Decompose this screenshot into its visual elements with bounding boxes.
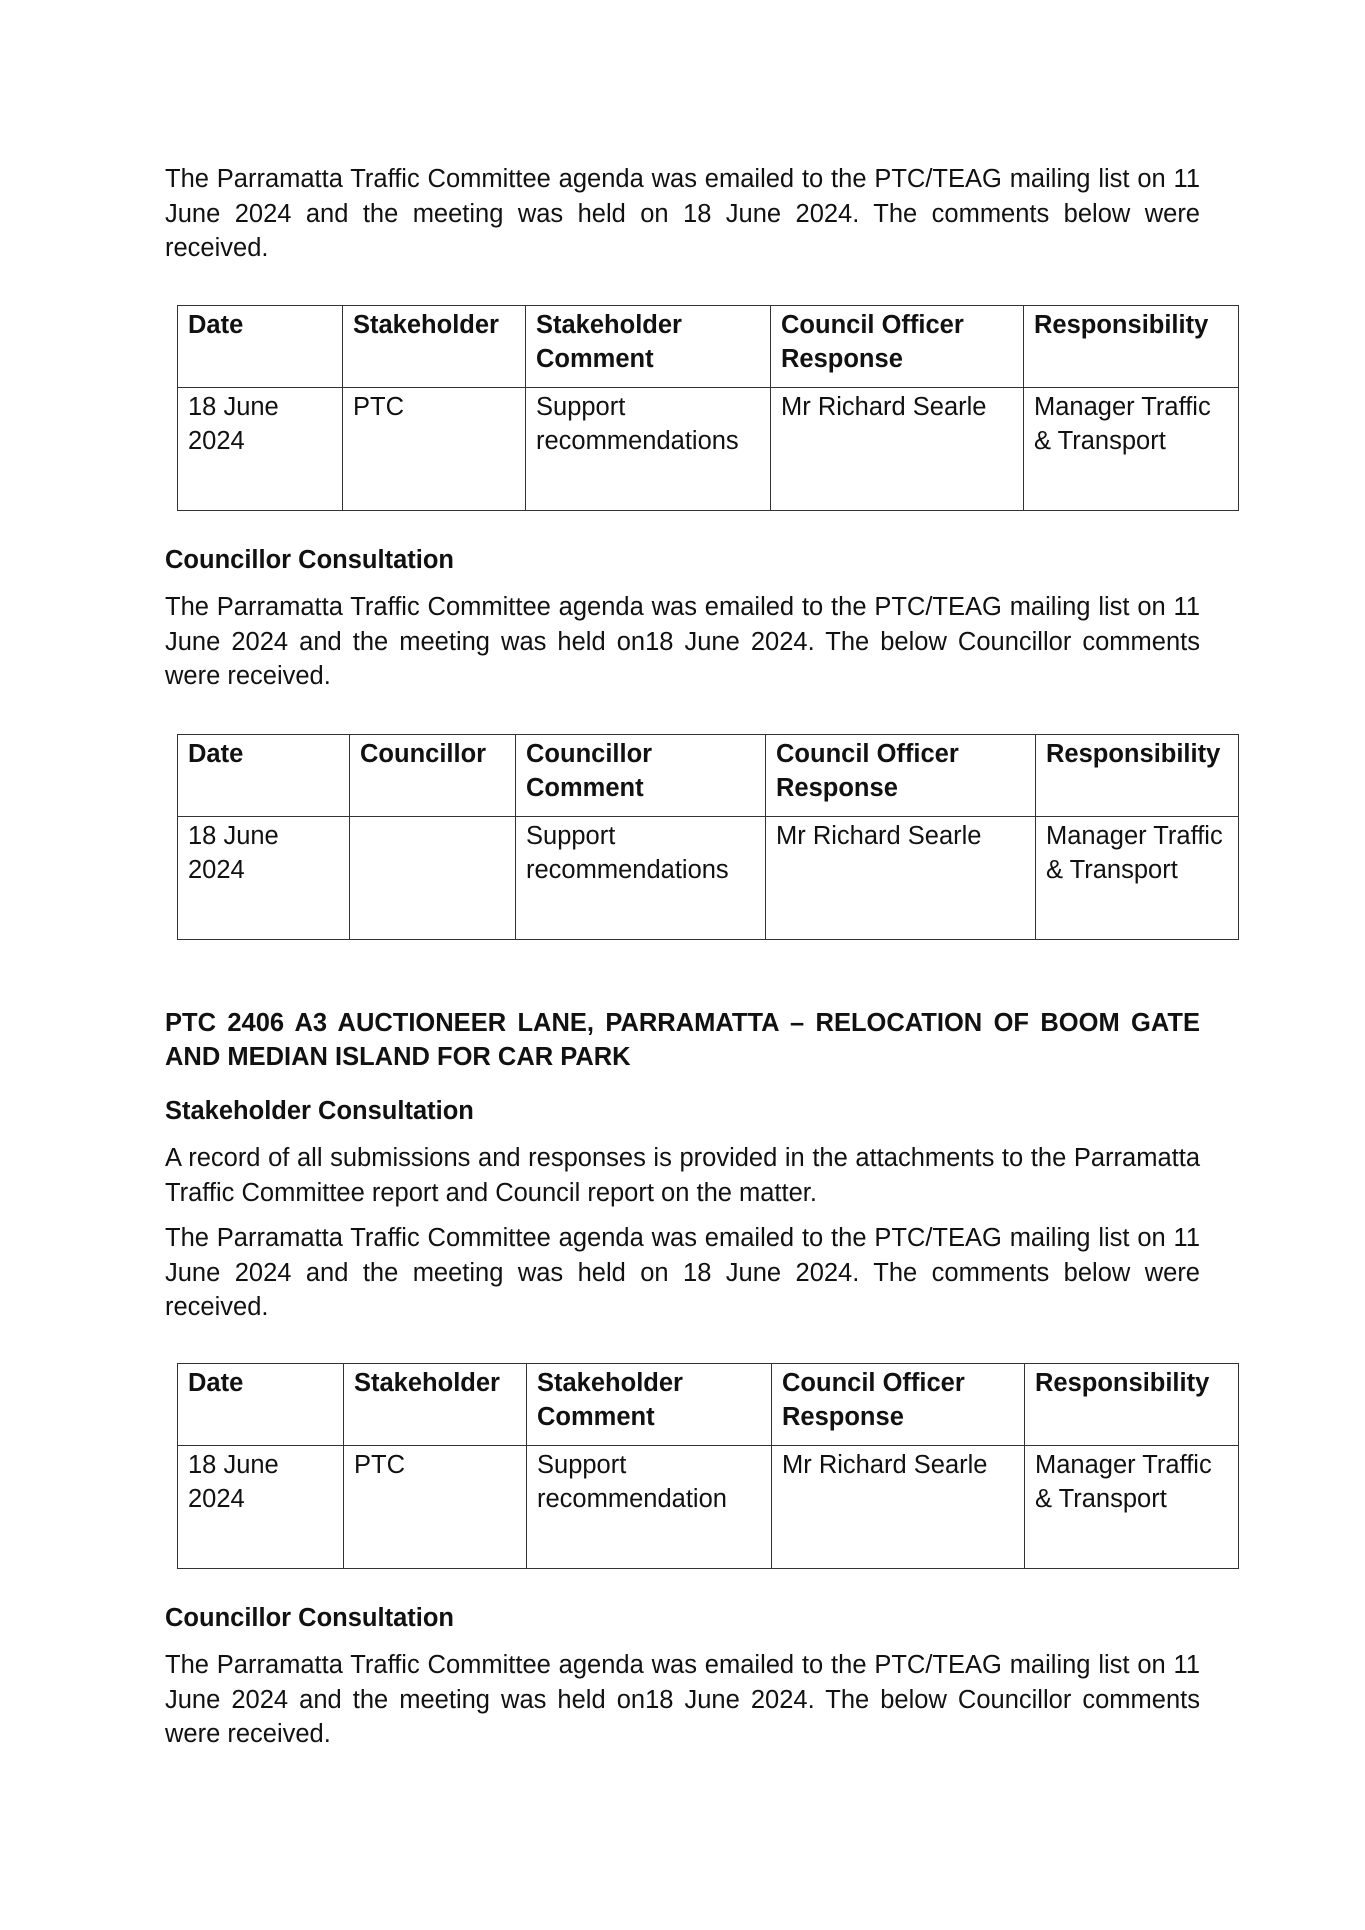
intro-paragraph: The Parramatta Traffic Committee agenda was emailed to the PTC/TEAG mailing list on 11 June 2024 and the meeting was held on 18 June 2024. The comments below were received. xyxy=(165,1224,1200,1321)
document-page xyxy=(165,162,1223,1752)
councillor-table xyxy=(177,734,1239,940)
table-header-row xyxy=(178,305,1239,387)
table-header-row xyxy=(178,734,1239,816)
table-cell: 18 June 2024 xyxy=(178,816,350,939)
header-cell: Council Officer Response xyxy=(771,305,1024,387)
table-row xyxy=(178,387,1239,510)
table-row xyxy=(178,816,1239,939)
stakeholder-table xyxy=(177,305,1239,511)
table-cell xyxy=(350,816,516,939)
table-cell: Mr Richard Searle xyxy=(771,387,1024,510)
table-cell: Support recommendation xyxy=(527,1445,772,1568)
header-cell: Council Officer Response xyxy=(772,1363,1025,1445)
header-cell: Date xyxy=(178,734,350,816)
header-cell: Council Officer Response xyxy=(766,734,1036,816)
table-cell: 18 June 2024 xyxy=(178,387,343,510)
table-cell: Manager Traffic & Transport xyxy=(1024,387,1239,510)
header-cell: Stakeholder xyxy=(344,1363,527,1445)
table-cell: PTC xyxy=(344,1445,527,1568)
table-cell: Manager Traffic & Transport xyxy=(1025,1445,1239,1568)
header-cell: Stakeholder xyxy=(343,305,526,387)
header-cell: Stakeholder Comment xyxy=(527,1363,772,1445)
table-header-row xyxy=(178,1363,1239,1445)
councillor-consultation-heading: Councillor Consultation xyxy=(165,1603,454,1632)
councillor-intro-paragraph: The Parramatta Traffic Committee agenda was emailed to the PTC/TEAG mailing list on 11 June 2024 and the meeting was held on18 June 2024. The below Councillor comments were received. xyxy=(165,1651,1200,1748)
table-cell: Support recommendations xyxy=(526,387,771,510)
councillor-intro-paragraph: The Parramatta Traffic Committee agenda was emailed to the PTC/TEAG mailing list on 11 June 2024 and the meeting was held on18 June 2024. The below Councillor comments were received. xyxy=(165,593,1200,690)
table-row xyxy=(178,1445,1239,1568)
councillor-consultation-heading: Councillor Consultation xyxy=(165,545,454,574)
stakeholder-consultation-heading: Stakeholder Consultation xyxy=(165,1096,474,1125)
table-cell: Mr Richard Searle xyxy=(772,1445,1025,1568)
header-cell: Date xyxy=(178,305,343,387)
header-cell: Stakeholder Comment xyxy=(526,305,771,387)
header-cell: Councillor Comment xyxy=(516,734,766,816)
section-title: PTC 2406 A3 AUCTIONEER LANE, PARRAMATTA – RELOCATION OF BOOM GATE AND MEDIAN ISLAND FOR CAR PARK xyxy=(165,1008,1200,1071)
header-cell: Responsibility xyxy=(1024,305,1239,387)
table-cell: PTC xyxy=(343,387,526,510)
record-paragraph: A record of all submissions and responses is provided in the attachments to the Parramatta Traffic Committee report and Council report on the matter. xyxy=(165,1144,1200,1207)
header-cell: Date xyxy=(178,1363,344,1445)
intro-paragraph: The Parramatta Traffic Committee agenda was emailed to the PTC/TEAG mailing list on 11 June 2024 and the meeting was held on 18 June 2024. The comments below were received. xyxy=(165,165,1200,262)
header-cell: Responsibility xyxy=(1025,1363,1239,1445)
header-cell: Councillor xyxy=(350,734,516,816)
table-cell: 18 June 2024 xyxy=(178,1445,344,1568)
table-cell: Mr Richard Searle xyxy=(766,816,1036,939)
table-cell: Manager Traffic & Transport xyxy=(1036,816,1239,939)
table-cell: Support recommendations xyxy=(516,816,766,939)
header-cell: Responsibility xyxy=(1036,734,1239,816)
stakeholder-table xyxy=(177,1363,1239,1569)
